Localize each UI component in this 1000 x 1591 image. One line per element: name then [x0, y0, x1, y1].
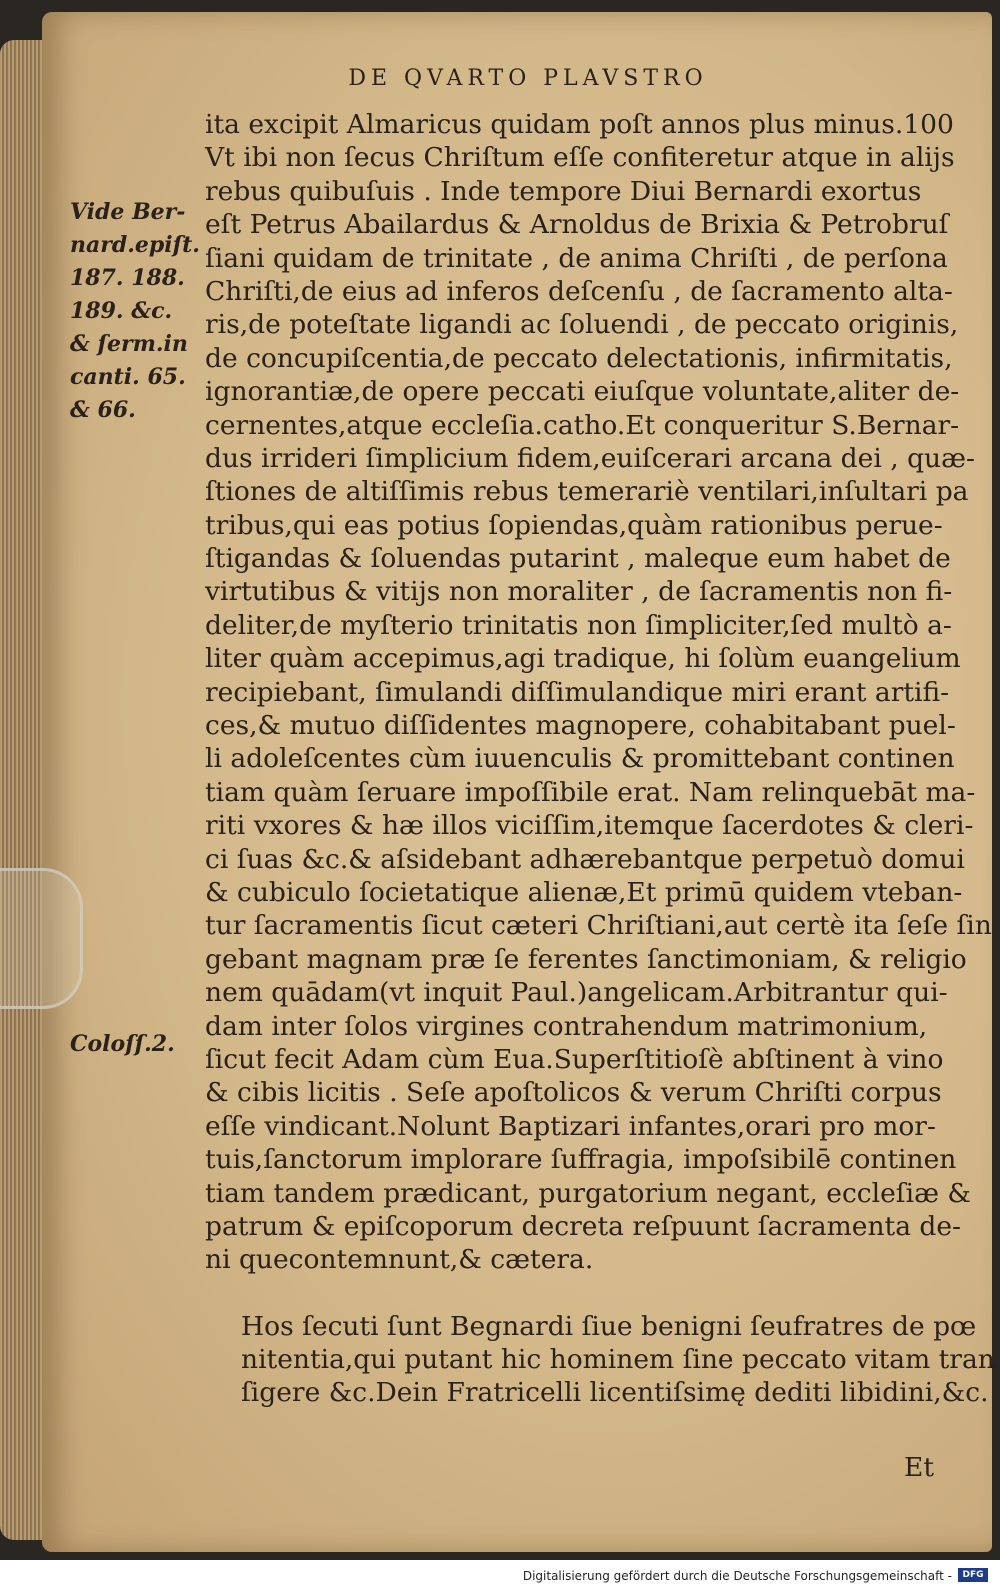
margin-note-line: 187. 188. [70, 265, 185, 291]
text-line: nem quādam(vt inquit Paul.)angelicam.Arbitrantur qui- [205, 977, 948, 1009]
margin-note-line: nard.epiſt. [70, 232, 200, 258]
text-line: virtutibus & vitijs non moraliter , de ſacramentis non fi- [205, 576, 953, 608]
text-line: ita excipit Almaricus quidam poſt annos plus minus.100 [205, 109, 954, 140]
text-line: tiam quàm ſeruare impoſſibile erat. Nam relinquebāt ma- [205, 776, 976, 808]
text-line: rebus quibuſuis . Inde tempore Diui Bernardi exortus [205, 175, 922, 207]
margin-note-line: & ſerm.in [70, 331, 188, 357]
text-line: Hos ſecuti ſunt Begnardi ſiue benigni ſeufratres de pœ [241, 1310, 977, 1342]
running-title: DE QVARTO PLAVSTRO [348, 66, 708, 91]
text-line: ſigere &c.Dein Fratricelli licentiſsimę dediti libidini,&c. [241, 1377, 989, 1409]
text-line: tribus,qui eas potius ſopiendas,quàm rationibus perue- [205, 509, 943, 541]
margin-note-line: canti. 65. [70, 364, 186, 390]
text-line: dam inter ſolos virgines contrahendum matrimonium, [205, 1010, 928, 1042]
text-line: ci ſuas &c.& aſsidebant adhærebantque perpetuò domui [205, 843, 965, 875]
text-line: deliter,de myſterio trinitatis non ſimpliciter,ſed multò a- [205, 609, 952, 641]
paragraph-2 [205, 1310, 995, 1410]
text-line: ces,& mutuo diſſidentes magnopere, cohabitabant puel- [205, 710, 956, 742]
paragraph-gap [205, 1277, 945, 1310]
text-line: ſtigandas & ſoluendas putarint , maleque eum habet de [205, 543, 951, 575]
text-line: de concupiſcentia,de peccato delectationis, infirmitatis, [205, 342, 953, 374]
text-line: Vt ibi non ſecus Chriſtum eſſe confiteretur atque in alijs [205, 142, 955, 174]
digitization-footer [0, 1560, 1000, 1591]
page-clip [0, 868, 83, 1009]
text-line: tiam tandem prædicant, purgatorium negant, eccleſiæ & [205, 1177, 972, 1209]
margin-note-line: & 66. [70, 397, 136, 423]
paragraph-1 [205, 108, 992, 1277]
text-line: Chriſti,de eius ad inferos deſcenſu , de ſacramento alta- [205, 275, 953, 307]
margin-note-line: 189. &c. [70, 298, 173, 324]
text-line: cernentes,atque eccleſia.catho.Et conqueritur S.Bernar- [205, 409, 960, 441]
catchword: Et [904, 1452, 934, 1483]
text-line: ignorantiæ,de opere peccati eiuſque voluntate,aliter de- [205, 376, 960, 408]
dfg-logo: DFG [958, 1568, 988, 1582]
text-line: nitentia,qui putant hic hominem ſine peccato vitam tran [241, 1344, 995, 1376]
text-line: gebant magnam præ ſe ferentes ſanctimoniam, & religio [205, 943, 967, 975]
text-line: li adoleſcentes cùm iuuenculis & promittebant continen [205, 743, 955, 775]
text-line: & cibis licitis . Seſe apoſtolicos & verum Chriſti corpus [205, 1077, 942, 1109]
margin-note-line: Vide Ber- [70, 199, 186, 225]
footer-credit: Digitalisierung gefördert durch die Deutsche Forschungsgemeinschaft - [522, 1569, 952, 1583]
text-line: dus irrideri ſimplicium fidem,euiſcerari arcana dei , quæ- [205, 442, 975, 474]
main-text [205, 108, 995, 1410]
text-line: eſſe vindicant.Nolunt Baptizari infantes,orari pro mor- [205, 1110, 936, 1142]
text-line: ſicut fecit Adam cùm Eua.Superſtitioſè abſtinent à vino [205, 1043, 944, 1075]
text-line: tuis,ſanctorum implorare ſuffragia, impoſsibilē continen [205, 1144, 957, 1176]
text-line: tur ſacramentis ſicut cæteri Chriſtiani,aut certè ita ſeſe ſin [205, 910, 992, 942]
text-line: ſtiones de altiſſimis rebus temerariè ventilari,inſultari pa [205, 476, 969, 508]
text-line: liter quàm accepimus,agi tradique, hi ſolùm euangelium [205, 643, 961, 675]
text-line: recipiebant, ſimulandi diſſimulandique miri erant artifi- [205, 676, 950, 708]
text-line: ni quecontemnunt,& cætera. [205, 1244, 594, 1276]
margin-note-coloss [70, 1028, 202, 1061]
text-line: patrum & epiſcoporum decreta reſpuunt ſacramenta de- [205, 1210, 962, 1242]
margin-note-bernard [70, 196, 202, 427]
text-line: ſiani quidam de trinitate , de anima Chriſti , de perſona [205, 242, 948, 274]
text-line: riti vxores & hæ illos viciſſim,itemque ſacerdotes & cleri- [205, 810, 974, 842]
text-line: & cubiculo ſocietatique alienæ,Et primū quidem vteban- [205, 876, 963, 908]
text-line: eſt Petrus Abailardus & Arnoldus de Brixia & Petrobruſ [205, 209, 949, 241]
text-line: ris,de poteſtate ligandi ac ſoluendi , de peccato originis, [205, 309, 959, 341]
margin-note-line: Coloſſ.2. [70, 1031, 175, 1057]
